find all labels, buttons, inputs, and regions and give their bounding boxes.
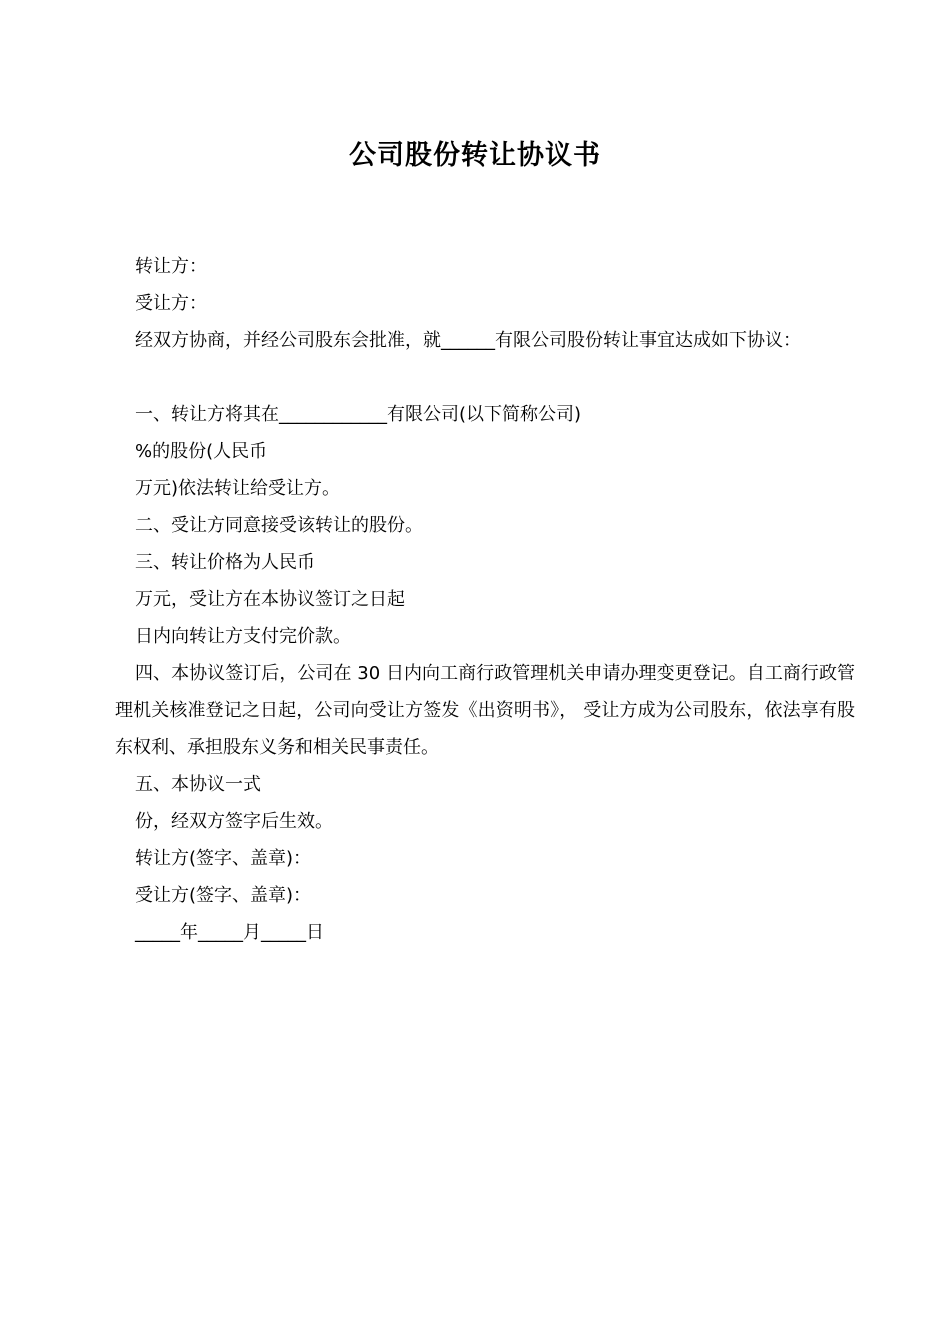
clause-3-line-1: 三、转让价格为人民币 — [135, 552, 315, 573]
clause-2: 二、受让方同意接受该转让的股份。 — [135, 515, 423, 536]
date-line: _____年_____月_____日 — [135, 922, 324, 943]
clause-1-line-2: %的股份(人民币 — [135, 441, 268, 462]
clause-5-line-2: 份，经双方签字后生效。 — [135, 811, 333, 832]
clause-1-line-1: 一、转让方将其在____________有限公司(以下简称公司) — [135, 404, 582, 425]
transferor-line: 转让方： — [135, 256, 207, 277]
clause-5-line-1: 五、本协议一式 — [135, 774, 261, 795]
document-body — [115, 248, 855, 951]
transferor-signature-line: 转让方(签字、盖章)： — [135, 848, 312, 869]
clause-1-line-3: 万元)依法转让给受让方。 — [135, 478, 341, 499]
clause-3-line-3: 日内向转让方支付完价款。 — [135, 626, 351, 647]
document-title: 公司股份转让协议书 — [349, 140, 601, 171]
clause-3-line-2: 万元，受让方在本协议签订之日起 — [135, 589, 405, 610]
spacer — [115, 359, 855, 396]
clause-4: 四、本协议签订后，公司在 30 日内向工商行政管理机关申请办理变更登记。自工商行政管理机关核准登记之日起，公司向受让方签发《出资明书》， 受让方成为公司股东，依法享有股东权利、承担股东义务和相关民事责任。 — [115, 663, 855, 758]
transferee-signature-line: 受让方(签字、盖章)： — [135, 885, 312, 906]
transferee-line: 受让方： — [135, 293, 207, 314]
intro-line: 经双方协商，并经公司股东会批准，就______有限公司股份转让事宜达成如下协议： — [135, 330, 801, 351]
